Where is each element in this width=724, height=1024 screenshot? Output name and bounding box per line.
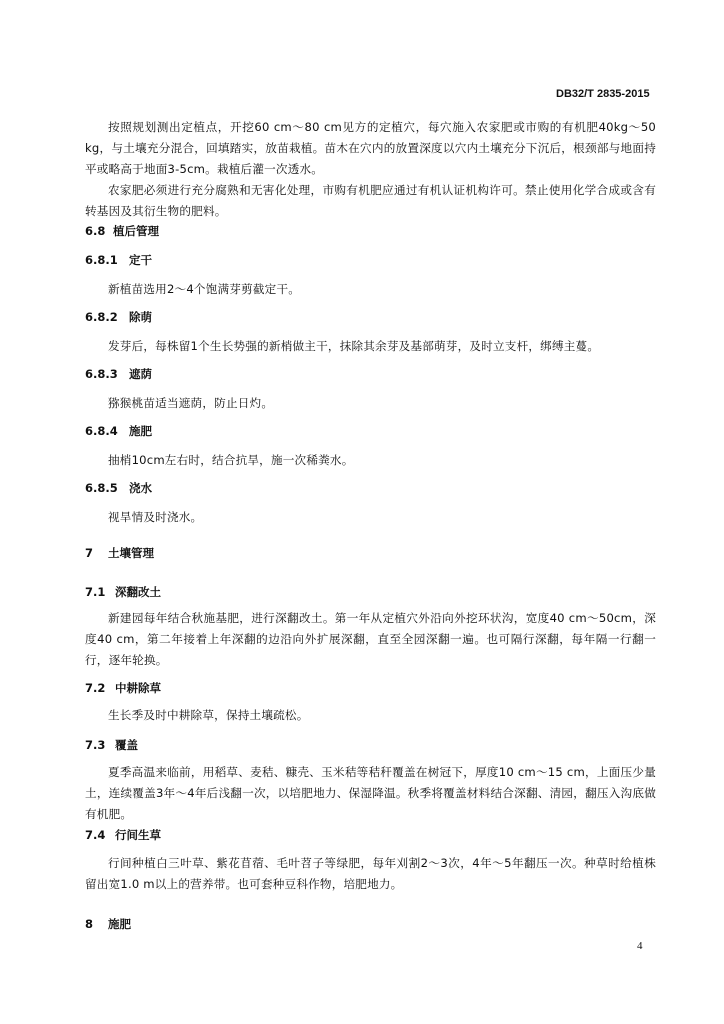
heading-title: 施肥: [129, 424, 152, 438]
paragraph-6-8-2: 发芽后，每株留1个生长势强的新梢做主干，抹除其余芽及基部萌芽，及时立支杆，绑缚主蔓。: [108, 339, 600, 353]
heading-6-8-2: [85, 309, 152, 325]
heading-7: [85, 545, 154, 561]
paragraph-6-8-1: 新植苗选用2～4个饱满芽剪截定干。: [108, 282, 301, 296]
heading-title: 遮荫: [129, 367, 152, 381]
paragraph-planting: 按照规划测出定植点，开挖60 cm～80 cm见方的定植穴，每穴施入农家肥或市购的有机肥40kg～50 kg，与土壤充分混合，回填踏实，放苗栽植。苗木在穴内的放置深度以穴内土壤充分下沉后，根颈部与地面持平或略高于地面3-5cm。栽植后灌一次透水。: [85, 120, 656, 176]
heading-number: 6.8.4: [85, 424, 118, 438]
paragraph-6-8-4: 抽梢10cm左右时，结合抗旱，施一次稀粪水。: [108, 453, 354, 467]
paragraph-7-4: 行间种植白三叶草、紫花苜蓿、毛叶苕子等绿肥，每年刈割2～3次，4年～5年翻压一次。种草时给植株留出宽1.0 m以上的营养带。也可套种豆科作物，培肥地力。: [85, 856, 656, 891]
heading-title: 深翻改土: [115, 585, 161, 599]
heading-number: 7.4: [85, 828, 106, 842]
paragraph-7-3: 夏季高温来临前，用稻草、麦秸、糠壳、玉米秸等秸秆覆盖在树冠下，厚度10 cm～15 cm，上面压少量土，连续覆盖3年～4年后浅翻一次，以培肥地力、保湿降温。秋季将覆盖材料结合深翻、清园，翻压入沟底做有机肥。: [85, 765, 656, 821]
heading-title: 施肥: [108, 917, 131, 931]
paragraph-7-2: 生长季及时中耕除草，保持土壤疏松。: [108, 708, 309, 722]
heading-title: 覆盖: [115, 738, 138, 752]
paragraph-fertilizer: 农家肥必须进行充分腐熟和无害化处理，市购有机肥应通过有机认证机构许可。禁止使用化学合成或含有转基因及其衍生物的肥料。: [85, 183, 656, 218]
heading-number: 6.8.2: [85, 310, 118, 324]
heading-6-8-4: [85, 423, 152, 439]
heading-number: 6.8.3: [85, 367, 118, 381]
heading-7-3: [85, 737, 138, 753]
heading-number: 6.8.5: [85, 481, 118, 495]
page-number: 4: [637, 940, 643, 952]
heading-number: 8: [85, 917, 94, 931]
standard-code: DB32/T 2835-2015: [556, 88, 650, 100]
heading-8: [85, 916, 131, 932]
heading-7-2: [85, 680, 161, 696]
heading-number: 7.3: [85, 738, 106, 752]
heading-title: 浇水: [129, 481, 152, 495]
heading-title: 行间生草: [115, 828, 161, 842]
heading-6-8-3: [85, 366, 152, 382]
heading-number: 7.1: [85, 585, 106, 599]
heading-title: 植后管理: [113, 224, 159, 238]
heading-title: 土壤管理: [108, 546, 154, 560]
paragraph-6-8-5: 视旱情及时浇水。: [108, 510, 203, 524]
heading-number: 7.2: [85, 681, 106, 695]
heading-6-8-5: [85, 480, 152, 496]
heading-7-1: [85, 584, 161, 600]
paragraph-6-8-3: 猕猴桃苗适当遮荫，防止日灼。: [108, 396, 274, 410]
heading-title: 中耕除草: [115, 681, 161, 695]
heading-title: 定干: [129, 253, 152, 267]
heading-number: 7: [85, 546, 94, 560]
heading-7-4: [85, 827, 161, 843]
heading-6-8: [85, 223, 159, 239]
heading-number: 6.8: [85, 224, 106, 238]
heading-6-8-1: [85, 252, 152, 268]
heading-number: 6.8.1: [85, 253, 118, 267]
paragraph-7-1: 新建园每年结合秋施基肥，进行深翻改土。第一年从定植穴外沿向外挖环状沟，宽度40 cm～50cm，深度40 cm，第二年接着上年深翻的边沿向外扩展深翻，直至全园深翻一遍。也可隔行深翻，每年隔一行翻一行，逐年轮换。: [85, 611, 656, 667]
heading-title: 除萌: [129, 310, 152, 324]
